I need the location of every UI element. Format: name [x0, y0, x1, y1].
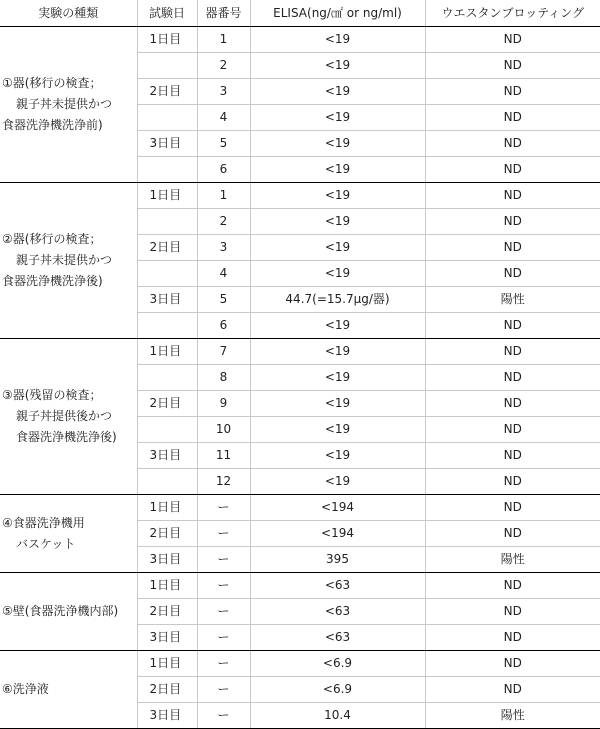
elisa-cell: <19 — [250, 157, 425, 183]
elisa-cell: <19 — [250, 391, 425, 417]
day-cell — [137, 469, 197, 495]
table-row — [0, 27, 600, 53]
container-number-cell: 2 — [197, 209, 250, 235]
elisa-cell: <19 — [250, 27, 425, 53]
western-blot-cell: ND — [425, 53, 600, 79]
elisa-cell: <6.9 — [250, 651, 425, 677]
container-number-cell: 8 — [197, 365, 250, 391]
day-cell: 1日目 — [137, 27, 197, 53]
day-cell: 2日目 — [137, 79, 197, 105]
day-cell: 3日目 — [137, 131, 197, 157]
day-cell: 3日目 — [137, 625, 197, 651]
western-blot-cell: ND — [425, 599, 600, 625]
day-cell: 3日目 — [137, 287, 197, 313]
day-cell: 1日目 — [137, 651, 197, 677]
table-row — [0, 573, 600, 599]
container-number-cell: 11 — [197, 443, 250, 469]
container-number-cell: ー — [197, 625, 250, 651]
elisa-cell: <19 — [250, 131, 425, 157]
table-row — [0, 183, 600, 209]
elisa-cell: <19 — [250, 339, 425, 365]
experiment-type-line: ①器(移行の検査； — [2, 76, 102, 90]
western-blot-cell: ND — [425, 183, 600, 209]
day-cell — [137, 157, 197, 183]
day-cell: 3日目 — [137, 443, 197, 469]
elisa-cell: <19 — [250, 365, 425, 391]
elisa-cell: <19 — [250, 79, 425, 105]
elisa-cell: <19 — [250, 53, 425, 79]
elisa-cell: <63 — [250, 625, 425, 651]
western-blot-cell: ND — [425, 417, 600, 443]
day-cell: 1日目 — [137, 183, 197, 209]
experiment-type-line: ④食器洗浄機用 — [2, 515, 85, 530]
elisa-cell: <194 — [250, 521, 425, 547]
day-cell: 3日目 — [137, 547, 197, 573]
western-blot-cell: ND — [425, 339, 600, 365]
elisa-cell: <19 — [250, 105, 425, 131]
western-blot-cell: ND — [425, 105, 600, 131]
western-blot-cell: ND — [425, 313, 600, 339]
experiment-type-line: ②器(移行の検査； — [2, 232, 102, 246]
experiment-type-cell — [0, 339, 137, 495]
header-experiment-type: 実験の種類 — [0, 0, 137, 27]
experiment-type-line: ⑤壁(食器洗浄機内部) — [2, 604, 119, 618]
table-row — [0, 651, 600, 677]
western-blot-cell: ND — [425, 365, 600, 391]
experiment-type-line: ⑥洗浄液 — [2, 682, 49, 696]
western-blot-cell: ND — [425, 79, 600, 105]
western-blot-cell: ND — [425, 27, 600, 53]
experiment-type-line: 食器洗浄機洗浄後) — [2, 274, 103, 288]
experiment-type-cell — [0, 183, 137, 339]
container-number-cell: 10 — [197, 417, 250, 443]
elisa-cell: <194 — [250, 495, 425, 521]
elisa-cell: 10.4 — [250, 703, 425, 729]
container-number-cell: 1 — [197, 183, 250, 209]
container-number-cell: 12 — [197, 469, 250, 495]
container-number-cell: ー — [197, 703, 250, 729]
western-blot-cell: ND — [425, 261, 600, 287]
header-test-day: 試験日 — [137, 0, 197, 27]
experiment-type-line: ③器(残留の検査； — [2, 388, 102, 402]
container-number-cell: 3 — [197, 79, 250, 105]
experiment-type-line: バスケット — [16, 536, 76, 551]
elisa-cell: <19 — [250, 417, 425, 443]
container-number-cell: 4 — [197, 261, 250, 287]
header-row — [0, 0, 600, 27]
container-number-cell: ー — [197, 521, 250, 547]
day-cell: 2日目 — [137, 391, 197, 417]
day-cell — [137, 313, 197, 339]
western-blot-cell: ND — [425, 235, 600, 261]
western-blot-cell: 陽性 — [425, 547, 600, 573]
container-number-cell: ー — [197, 677, 250, 703]
day-cell: 2日目 — [137, 599, 197, 625]
western-blot-cell: ND — [425, 677, 600, 703]
header-container-number: 器番号 — [197, 0, 250, 27]
container-number-cell: 9 — [197, 391, 250, 417]
container-number-cell: ー — [197, 599, 250, 625]
header-western-blotting: ウエスタンブロッティング — [425, 0, 600, 27]
western-blot-cell: ND — [425, 625, 600, 651]
table-row — [0, 495, 600, 521]
elisa-cell: <19 — [250, 313, 425, 339]
elisa-cell: <19 — [250, 183, 425, 209]
elisa-cell: <19 — [250, 469, 425, 495]
day-cell — [137, 417, 197, 443]
day-cell: 2日目 — [137, 235, 197, 261]
western-blot-cell: ND — [425, 157, 600, 183]
western-blot-cell: ND — [425, 651, 600, 677]
experiment-type-cell — [0, 27, 137, 183]
western-blot-cell: ND — [425, 209, 600, 235]
day-cell — [137, 261, 197, 287]
elisa-cell: <63 — [250, 573, 425, 599]
experiment-type-cell — [0, 573, 137, 651]
day-cell: 1日目 — [137, 573, 197, 599]
day-cell — [137, 53, 197, 79]
day-cell — [137, 209, 197, 235]
header-elisa: ELISA(ng/㎠ or ng/ml) — [250, 0, 425, 27]
container-number-cell: 1 — [197, 27, 250, 53]
elisa-cell: <19 — [250, 209, 425, 235]
container-number-cell: ー — [197, 573, 250, 599]
day-cell: 2日目 — [137, 677, 197, 703]
experiment-type-line: 食器洗浄機洗浄前) — [2, 118, 103, 132]
experiment-type-line: 食器洗浄機洗浄後) — [16, 430, 117, 444]
day-cell: 1日目 — [137, 495, 197, 521]
experiment-type-line: 親子丼未提供かつ — [16, 253, 113, 267]
table-row — [0, 339, 600, 365]
western-blot-cell: ND — [425, 469, 600, 495]
container-number-cell: 5 — [197, 131, 250, 157]
container-number-cell: 7 — [197, 339, 250, 365]
table-body — [0, 27, 600, 729]
western-blot-cell: ND — [425, 443, 600, 469]
day-cell: 1日目 — [137, 339, 197, 365]
elisa-cell: <19 — [250, 261, 425, 287]
elisa-cell: <63 — [250, 599, 425, 625]
container-number-cell: 4 — [197, 105, 250, 131]
western-blot-cell: 陽性 — [425, 287, 600, 313]
western-blot-cell: ND — [425, 131, 600, 157]
container-number-cell: 3 — [197, 235, 250, 261]
day-cell — [137, 365, 197, 391]
container-number-cell: ー — [197, 651, 250, 677]
western-blot-cell: ND — [425, 573, 600, 599]
container-number-cell: 2 — [197, 53, 250, 79]
elisa-cell: <19 — [250, 235, 425, 261]
container-number-cell: 6 — [197, 313, 250, 339]
experiment-type-line: 親子丼提供後かつ — [16, 409, 113, 423]
elisa-cell: 44.7(=15.7μg/器) — [250, 287, 425, 313]
elisa-cell: <19 — [250, 443, 425, 469]
experiment-type-cell — [0, 651, 137, 729]
container-number-cell: ー — [197, 547, 250, 573]
container-number-cell: 5 — [197, 287, 250, 313]
container-number-cell: ー — [197, 495, 250, 521]
elisa-cell: <6.9 — [250, 677, 425, 703]
western-blot-cell: 陽性 — [425, 703, 600, 729]
western-blot-cell: ND — [425, 495, 600, 521]
western-blot-cell: ND — [425, 521, 600, 547]
elisa-cell: 395 — [250, 547, 425, 573]
experiment-type-line: 親子丼未提供かつ — [16, 97, 113, 111]
experiment-type-cell — [0, 495, 137, 573]
day-cell — [137, 105, 197, 131]
day-cell: 2日目 — [137, 521, 197, 547]
western-blot-cell: ND — [425, 391, 600, 417]
day-cell: 3日目 — [137, 703, 197, 729]
container-number-cell: 6 — [197, 157, 250, 183]
